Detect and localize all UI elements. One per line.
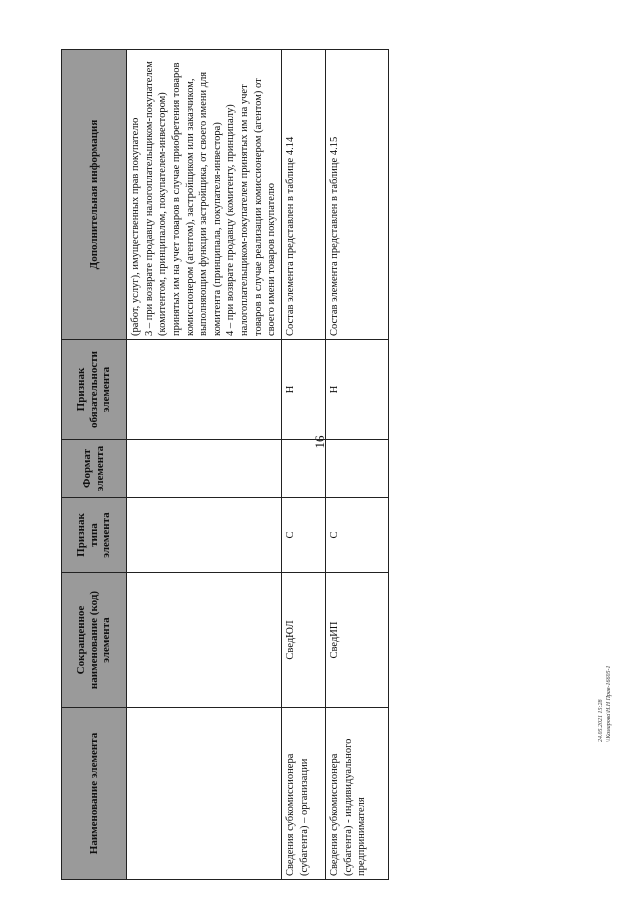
- cell-empty: [127, 498, 282, 573]
- header-additional-info: Дополнительная информация: [62, 50, 127, 340]
- cell-element-required: Н: [282, 340, 326, 440]
- table-header-row: [62, 50, 127, 880]
- cell-element-required: Н: [326, 340, 389, 440]
- cell-additional-info: Состав элемента представлен в таблице 4.14: [282, 50, 326, 340]
- header-element-format: Формат элемента: [62, 440, 127, 498]
- cell-empty: [127, 573, 282, 708]
- cell-additional-info: [127, 50, 282, 340]
- cell-element-code: СведЮЛ: [282, 573, 326, 708]
- cell-element-type: С: [282, 498, 326, 573]
- cell-empty: [127, 708, 282, 880]
- element-table: [61, 49, 389, 880]
- table-row: [282, 50, 326, 880]
- cell-additional-info: Состав элемента представлен в таблице 4.15: [326, 50, 389, 340]
- cell-element-name: Сведения субкомиссионера (субагента) - индивидуального предпринимателя: [326, 708, 389, 880]
- info-line: (работ, услуг), имущественных прав покупателю: [130, 117, 141, 336]
- info-line: 4 – при возврате продавцу (комитенту, принципалу) налогоплательщиком-покупателем принятых им на учет товаров в случае реализации комиссионером (агентом) от своего имени товаров покупателю: [225, 78, 278, 336]
- stamp-date: 24.05.2021 15:28: [598, 699, 604, 742]
- header-element-required: Признак обязательности элемента: [62, 340, 127, 440]
- document-stamp: [598, 622, 614, 742]
- header-element-code: Сокращенное наименование (код) элемента: [62, 573, 127, 708]
- cell-element-format: [282, 440, 326, 498]
- cell-element-type: С: [326, 498, 389, 573]
- element-table-container: [61, 50, 389, 880]
- info-line: 3 – при возврате продавцу налогоплательщиком-покупателем (комитентом, принципалом, покупателем-инвестором) принятых им на учет товаров в случае приобретения товаров комиссионером (агентом), застройщиком или заказчиком, выполняющим функции застройщика, от своего имени для комитента (принципала, покупателя-инвестора): [143, 61, 223, 336]
- cell-element-name: Сведения субкомиссионера (субагента) – организации: [282, 708, 326, 880]
- table-row-continuation: [127, 50, 282, 880]
- header-element-type: Признак типа элемента: [62, 498, 127, 573]
- header-element-name: Наименование элемента: [62, 708, 127, 880]
- cell-element-code: СведИП: [326, 573, 389, 708]
- page-number: 16: [312, 435, 327, 449]
- table-row: [326, 50, 389, 880]
- stamp-author: \\Комарова\Н.Н Прав-16605-1: [605, 665, 612, 742]
- cell-empty: [127, 340, 282, 440]
- cell-empty: [127, 440, 282, 498]
- cell-element-format: [326, 440, 389, 498]
